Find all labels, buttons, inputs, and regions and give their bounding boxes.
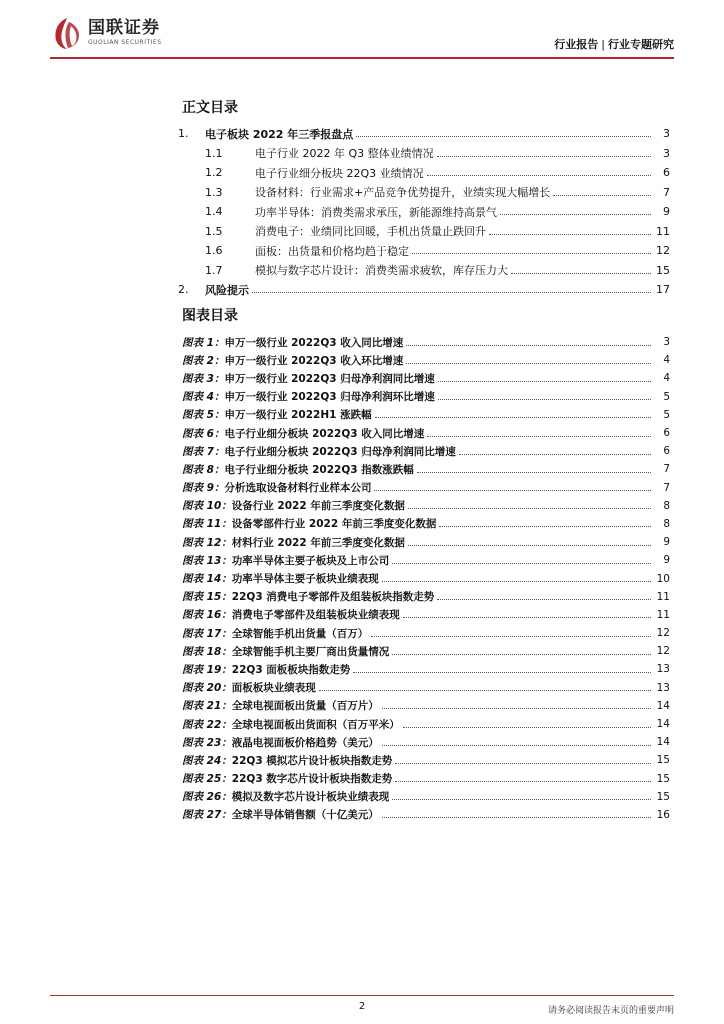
figure-entry[interactable] bbox=[182, 479, 670, 497]
toc-entry[interactable] bbox=[178, 183, 670, 203]
figure-entry[interactable] bbox=[182, 642, 670, 660]
figure-entry-page: 14 bbox=[656, 699, 670, 712]
figure-entry-leader bbox=[392, 799, 651, 800]
figure-entry-leader bbox=[406, 345, 651, 346]
figure-entry-label: 图表 13： bbox=[182, 554, 232, 567]
figure-entry[interactable] bbox=[182, 697, 670, 715]
figure-entry-page: 8 bbox=[663, 499, 670, 512]
toc-entry-text: 电子行业细分板块 22Q3 业绩情况 bbox=[255, 166, 424, 180]
figure-entry-leader bbox=[403, 727, 651, 728]
figure-entry-label: 图表 20： bbox=[182, 682, 232, 695]
figure-entry-text: 申万一级行业 2022Q3 归母净利润同比增速 bbox=[224, 372, 435, 385]
figure-entry-label: 图表 3： bbox=[182, 372, 225, 385]
toc-entry-text: 面板：出货量和价格均趋于稳定 bbox=[255, 244, 409, 258]
figure-entry-page: 3 bbox=[663, 336, 670, 349]
figure-entry-page: 15 bbox=[656, 754, 670, 767]
figure-entry-page: 14 bbox=[656, 718, 670, 731]
toc-entry[interactable] bbox=[178, 144, 670, 164]
figure-entry-label: 图表 11： bbox=[182, 518, 232, 531]
figure-entry-leader bbox=[392, 654, 651, 655]
figure-entry-page: 11 bbox=[656, 590, 670, 603]
figure-entry-page: 7 bbox=[663, 463, 670, 476]
figure-entry[interactable] bbox=[182, 424, 670, 442]
figure-entry-leader bbox=[382, 581, 651, 582]
figure-entry-page: 9 bbox=[663, 554, 670, 567]
figure-entry-text: 模拟及数字芯片设计板块业绩表现 bbox=[231, 791, 390, 804]
figure-entry-page: 13 bbox=[656, 681, 670, 694]
toc-entry-leader bbox=[500, 214, 651, 215]
toc-entry-page: 3 bbox=[663, 146, 670, 160]
figure-entry-page: 4 bbox=[663, 354, 670, 367]
figure-entry[interactable] bbox=[182, 606, 670, 624]
figure-entry[interactable] bbox=[182, 660, 670, 678]
figure-entry-label: 图表 8： bbox=[182, 463, 225, 476]
figure-entry-label: 图表 10： bbox=[182, 500, 232, 513]
figure-entry-label: 图表 14： bbox=[182, 573, 232, 586]
figure-entry-label: 图表 22： bbox=[182, 718, 232, 731]
toc-entry-number: 1. bbox=[178, 127, 189, 141]
figure-entry[interactable] bbox=[182, 551, 670, 569]
figure-entry-page: 5 bbox=[663, 390, 670, 403]
doc-type-report: 行业报告 bbox=[554, 38, 599, 51]
toc-entry[interactable] bbox=[178, 222, 670, 242]
toc-entry-number: 1.3 bbox=[205, 185, 223, 199]
page-number: 2 bbox=[358, 1001, 366, 1012]
figure-entry-page: 5 bbox=[663, 408, 670, 421]
toc-entry-number: 2. bbox=[178, 283, 189, 297]
figures-list bbox=[182, 333, 670, 824]
toc-entry-page: 15 bbox=[656, 263, 670, 277]
toc-entry-leader bbox=[427, 175, 651, 176]
figure-entry[interactable] bbox=[182, 806, 670, 824]
toc-entry-leader bbox=[489, 234, 651, 235]
toc-entry-page: 9 bbox=[663, 205, 670, 219]
figure-entry-label: 图表 18： bbox=[182, 645, 232, 658]
figure-entry-page: 4 bbox=[663, 372, 670, 385]
figure-entry-text: 功率半导体主要子板块及上市公司 bbox=[231, 554, 390, 567]
toc-entry-text: 模拟与数字芯片设计：消费类需求疲软，库存压力大 bbox=[255, 264, 508, 278]
figure-entry-text: 22Q3 数字芯片设计板块指数走势 bbox=[231, 773, 393, 786]
figure-entry[interactable] bbox=[182, 733, 670, 751]
figure-entry[interactable] bbox=[182, 770, 670, 788]
figure-entry-text: 22Q3 模拟芯片设计板块指数走势 bbox=[231, 754, 393, 767]
footer-disclaimer: 请务必阅读报告末页的重要声明 bbox=[547, 1006, 674, 1016]
figure-entry-text: 22Q3 面板板块指数走势 bbox=[231, 663, 351, 676]
toc-title: 正文目录 bbox=[182, 100, 238, 116]
figure-entry-leader bbox=[382, 745, 651, 746]
figure-entry-page: 11 bbox=[656, 608, 670, 621]
toc-entry-number: 1.7 bbox=[205, 263, 223, 277]
figure-entry[interactable] bbox=[182, 388, 670, 406]
figure-entry[interactable] bbox=[182, 751, 670, 769]
figure-entry-leader bbox=[408, 508, 651, 509]
logo-english-name: GUOLIAN SECURITIES bbox=[88, 39, 162, 46]
figure-entry-page: 16 bbox=[656, 808, 670, 821]
document-type bbox=[554, 36, 674, 52]
logo-chinese-name: 国联证券 bbox=[88, 18, 160, 38]
figure-entry-label: 图表 6： bbox=[182, 427, 225, 440]
figure-entry[interactable] bbox=[182, 679, 670, 697]
figure-entry-label: 图表 15： bbox=[182, 591, 232, 604]
figure-entry-label: 图表 21： bbox=[182, 700, 232, 713]
doc-type-topic: 行业专题研究 bbox=[608, 38, 674, 51]
figure-entry-label: 图表 9： bbox=[182, 482, 225, 495]
figure-entry-text: 液晶电视面板价格趋势（美元） bbox=[231, 736, 379, 749]
figures-title: 图表目录 bbox=[182, 308, 238, 324]
figure-entry-label: 图表 26： bbox=[182, 791, 232, 804]
figure-entry-text: 面板板块业绩表现 bbox=[231, 682, 316, 695]
figure-entry[interactable] bbox=[182, 533, 670, 551]
figure-entry-text: 全球电视面板出货面积（百万平米） bbox=[231, 718, 400, 731]
figure-entry-label: 图表 19： bbox=[182, 663, 232, 676]
figure-entry-page: 12 bbox=[656, 645, 670, 658]
toc-entry-page: 17 bbox=[656, 283, 670, 297]
figure-entry[interactable] bbox=[182, 406, 670, 424]
toc-entry-number: 1.2 bbox=[205, 166, 223, 180]
figure-entry-text: 全球智能手机主要厂商出货量情况 bbox=[231, 645, 390, 658]
figure-entry-text: 全球智能手机出货量（百万） bbox=[231, 627, 369, 640]
figure-entry-page: 12 bbox=[656, 627, 670, 640]
figure-entry-leader bbox=[392, 563, 651, 564]
figure-entry-leader bbox=[408, 545, 651, 546]
figure-entry[interactable] bbox=[182, 569, 670, 587]
figure-entry-page: 15 bbox=[656, 772, 670, 785]
toc-entry-leader bbox=[412, 253, 651, 254]
figure-entry-leader bbox=[427, 436, 651, 437]
doc-type-separator: | bbox=[601, 38, 605, 51]
figure-entry-text: 电子行业细分板块 2022Q3 收入同比增速 bbox=[224, 427, 425, 440]
toc-entry-page: 7 bbox=[663, 185, 670, 199]
figure-entry-label: 图表 7： bbox=[182, 445, 225, 458]
figure-entry-leader bbox=[382, 817, 651, 818]
figure-entry-leader bbox=[406, 363, 651, 364]
figure-entry-leader bbox=[382, 708, 651, 709]
figure-entry[interactable] bbox=[182, 497, 670, 515]
figure-entry-text: 设备零部件行业 2022 年前三季度变化数据 bbox=[231, 518, 437, 531]
figure-entry-text: 消费电子零部件及组装板块业绩表现 bbox=[231, 609, 400, 622]
figure-entry-page: 13 bbox=[656, 663, 670, 676]
toc-entry[interactable] bbox=[178, 163, 670, 183]
toc-entry-number: 1.5 bbox=[205, 224, 223, 238]
figure-entry-label: 图表 27： bbox=[182, 809, 232, 822]
toc-entry-page: 11 bbox=[656, 224, 670, 238]
figure-entry-text: 全球电视面板出货量（百万片） bbox=[231, 700, 379, 713]
figure-entry-text: 申万一级行业 2022Q3 收入同比增速 bbox=[224, 336, 404, 349]
figure-entry-label: 图表 17： bbox=[182, 627, 232, 640]
figure-entry-text: 电子行业细分板块 2022Q3 指数涨跌幅 bbox=[224, 463, 414, 476]
figure-entry[interactable] bbox=[182, 515, 670, 533]
figure-entry-label: 图表 12： bbox=[182, 536, 232, 549]
figure-entry-leader bbox=[395, 763, 651, 764]
company-logo bbox=[52, 16, 162, 50]
figure-entry-text: 申万一级行业 2022H1 涨跌幅 bbox=[224, 409, 372, 422]
header-divider bbox=[50, 57, 674, 59]
toc-list bbox=[178, 124, 670, 300]
figure-entry-label: 图表 16： bbox=[182, 609, 232, 622]
figure-entry-leader bbox=[437, 599, 651, 600]
figure-entry-leader bbox=[417, 472, 651, 473]
figure-entry-label: 图表 23： bbox=[182, 736, 232, 749]
toc-entry-leader bbox=[553, 195, 651, 196]
figure-entry-leader bbox=[319, 690, 651, 691]
figure-entry-leader bbox=[395, 781, 651, 782]
figure-entry-text: 分析选取设备材料行业样本公司 bbox=[224, 482, 372, 495]
figure-entry[interactable] bbox=[182, 460, 670, 478]
toc-entry-page: 12 bbox=[656, 244, 670, 258]
figure-entry-leader bbox=[438, 381, 651, 382]
figure-entry-text: 功率半导体主要子板块业绩表现 bbox=[231, 573, 379, 586]
figure-entry[interactable] bbox=[182, 588, 670, 606]
guolian-logo-icon bbox=[52, 16, 82, 50]
toc-entry[interactable] bbox=[178, 241, 670, 261]
toc-entry[interactable] bbox=[178, 261, 670, 281]
figure-entry-page: 10 bbox=[656, 572, 670, 585]
figure-entry-leader bbox=[353, 672, 651, 673]
toc-entry-text: 消费电子：业绩同比回暖，手机出货量止跌回升 bbox=[255, 225, 486, 239]
toc-entry-number: 1.4 bbox=[205, 205, 223, 219]
figure-entry[interactable] bbox=[182, 442, 670, 460]
figure-entry-text: 申万一级行业 2022Q3 收入环比增速 bbox=[224, 354, 404, 367]
figure-entry[interactable] bbox=[182, 788, 670, 806]
figure-entry-label: 图表 1： bbox=[182, 336, 225, 349]
figure-entry-text: 材料行业 2022 年前三季度变化数据 bbox=[231, 536, 405, 549]
figure-entry[interactable] bbox=[182, 351, 670, 369]
figure-entry-label: 图表 24： bbox=[182, 754, 232, 767]
figure-entry-leader bbox=[375, 417, 651, 418]
figure-entry-text: 22Q3 消费电子零部件及组装板块指数走势 bbox=[231, 591, 435, 604]
figure-entry-leader bbox=[374, 490, 651, 491]
figure-entry-label: 图表 2： bbox=[182, 354, 225, 367]
figure-entry-leader bbox=[438, 399, 651, 400]
toc-entry[interactable] bbox=[178, 202, 670, 222]
toc-entry[interactable] bbox=[178, 280, 670, 300]
toc-entry-text: 电子板块 2022 年三季报盘点 bbox=[205, 127, 354, 141]
toc-entry-leader bbox=[356, 136, 651, 137]
figure-entry-text: 电子行业细分板块 2022Q3 归母净利润同比增速 bbox=[224, 445, 456, 458]
figure-entry-leader bbox=[439, 526, 651, 527]
figure-entry-text: 申万一级行业 2022Q3 归母净利润环比增速 bbox=[224, 391, 435, 404]
toc-entry-page: 6 bbox=[663, 166, 670, 180]
figure-entry[interactable] bbox=[182, 333, 670, 351]
toc-entry-number: 1.6 bbox=[205, 244, 223, 258]
figure-entry-page: 15 bbox=[656, 790, 670, 803]
figure-entry-label: 图表 5： bbox=[182, 409, 225, 422]
figure-entry-page: 14 bbox=[656, 736, 670, 749]
figure-entry-leader bbox=[371, 636, 651, 637]
figure-entry[interactable] bbox=[182, 369, 670, 387]
figure-entry-label: 图表 25： bbox=[182, 773, 232, 786]
toc-entry-leader bbox=[511, 273, 651, 274]
figure-entry[interactable] bbox=[182, 624, 670, 642]
toc-entry-text: 电子行业 2022 年 Q3 整体业绩情况 bbox=[255, 147, 434, 161]
figure-entry-page: 6 bbox=[663, 445, 670, 458]
figure-entry-page: 8 bbox=[663, 517, 670, 530]
figure-entry-page: 9 bbox=[663, 536, 670, 549]
figure-entry-text: 设备行业 2022 年前三季度变化数据 bbox=[231, 500, 405, 513]
figure-entry[interactable] bbox=[182, 715, 670, 733]
figure-entry-page: 6 bbox=[663, 427, 670, 440]
toc-entry-page: 3 bbox=[663, 127, 670, 141]
figure-entry-label: 图表 4： bbox=[182, 391, 225, 404]
figure-entry-leader bbox=[403, 617, 651, 618]
toc-entry-leader bbox=[437, 156, 651, 157]
toc-entry-text: 功率半导体：消费类需求承压，新能源维持高景气 bbox=[255, 205, 497, 219]
footer-divider bbox=[50, 995, 674, 996]
toc-entry-text: 设备材料：行业需求+产品竞争优势提升，业绩实现大幅增长 bbox=[255, 186, 551, 200]
figure-entry-text: 全球半导体销售额（十亿美元） bbox=[231, 809, 379, 822]
page-header bbox=[0, 0, 724, 62]
figure-entry-leader bbox=[459, 454, 651, 455]
toc-entry[interactable] bbox=[178, 124, 670, 144]
toc-entry-leader bbox=[252, 292, 651, 293]
toc-entry-number: 1.1 bbox=[205, 146, 223, 160]
toc-entry-text: 风险提示 bbox=[205, 283, 249, 297]
figure-entry-page: 7 bbox=[663, 481, 670, 494]
